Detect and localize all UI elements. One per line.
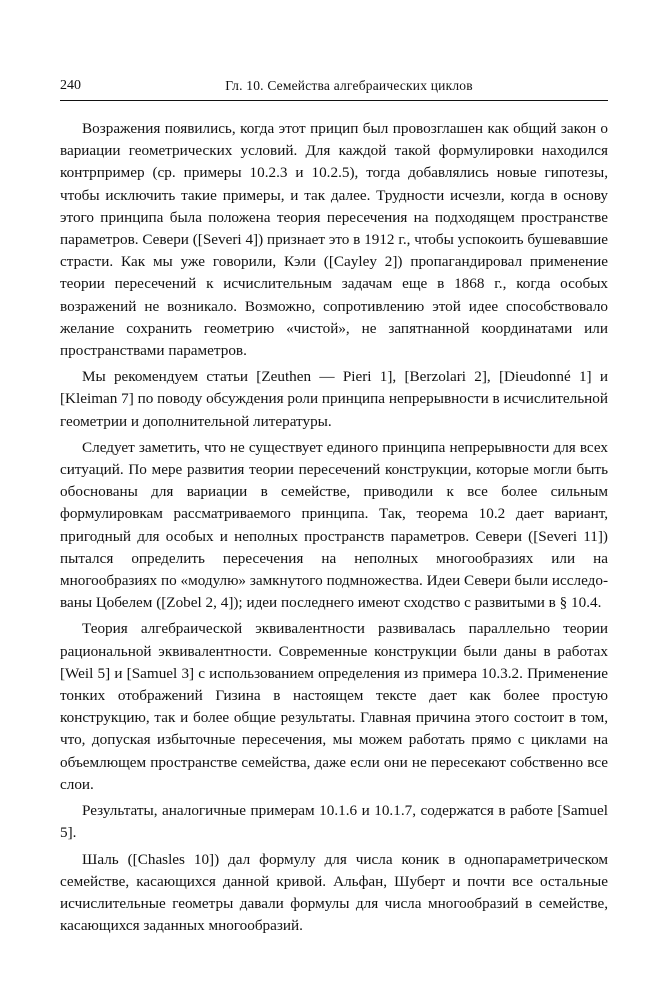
- paragraph: Результаты, аналогичные примерам 10.1.6 и 10.1.7, содержатся в работе [Samuel 5].: [60, 802, 608, 842]
- paragraph: Шаль ([Chasles 10]) дал формулу для числа коник в однопараметрическом семействе, касающихся данной кривой. Альфан, Шуберт и почти все остальные исчислительные геометры давали формулы для числа многообразий в семействе, касающихся заданных многообразий.: [60, 850, 608, 935]
- running-head: Гл. 10. Семейства алгебраических циклов: [225, 78, 473, 93]
- body-text: [60, 118, 608, 941]
- paragraph: Следует заметить, что не существует единого принципа непрерывности для всех ситуаций. По мере развития теории пересечений конструкции, которые могли быть обоснованы для вариации в семействе, приводили к все более сильным формулировкам рассматриваемого принципа. Так, теорема 10.2 дает вариант, пригодный для особых и неполных пространств параметров. Севери ([Severi 11]) пытался определить пересечения на неполных многообразиях или на многообразиях по «модулю» замкнутого подмножества. Идеи Севери были исследованы Цобелем ([Zobel 2, 4]); идеи последнего имеют сходство с развитыми в § 10.4.: [60, 438, 608, 612]
- page-header: [60, 78, 608, 101]
- paragraph: Возражения появились, когда этот прицип был провозглашен как общий закон о вариации геометрических условий. Для каждой такой формулировки находился контрпример (ср. примеры 10.2.3 и 10.2.5), тогда добавлялись новые гипотезы, чтобы исключить такие примеры, и так далее. Трудности исчезли, когда в основу этого принципа была положена теория пересечения на подходящем пространстве параметров. Севери ([Severi 4]) признает это в 1912 г., чтобы успокоить бушевавшие страсти. Как мы уже говорили, Кэли ([Cayley 2]) пропагандировал применение теории пересечений к исчислительным задачам еще в 1868 г., когда особых возражений не возникало. Возможно, сопротивлению этой идее способствовало желание сохранить геометрию «чистой», не запятнанной координатами или пространствами параметров.: [60, 120, 608, 360]
- paragraph: Мы рекомендуем статьи [Zeuthen — Pieri 1], [Berzolari 2], [Dieudonné 1] и [Kleiman 7] по поводу обсуждения роли принципа непрерывности в исчислительной геометрии и дополнительной литературы.: [60, 368, 609, 430]
- paragraph: Теория алгебраической эквивалентности развивалась параллельно теории рациональной эквивалентности. Современные конструкции были даны в работах [Weil 5] и [Samuel 3] с использованием определения из примера 10.3.2. Применение тонких отображений Гизина в настоящем тексте дает как более простую конструкцию, так и более общие результаты. Главная причина этого состоит в том, что, допуская избыточные пересечения, мы можем работать прямо с циклами на объемлющем пространстве семейства, даже если они не пересекают собственно все слои.: [60, 620, 608, 793]
- page-number: 240: [60, 78, 81, 93]
